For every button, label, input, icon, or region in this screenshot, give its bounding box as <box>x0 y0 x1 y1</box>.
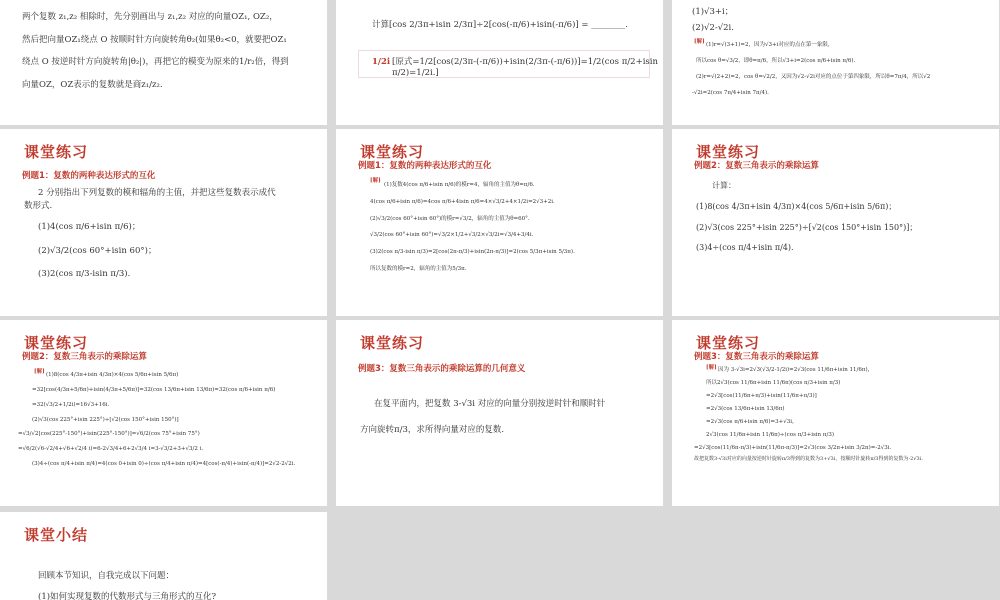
slide-7[interactable] <box>0 320 327 506</box>
solution-line: -√2i=2(cos 7π/4+isin 7π/4). <box>692 89 769 96</box>
problem-list <box>692 4 734 36</box>
slide-text <box>360 392 606 443</box>
solution-line: =32[cos(4/3π+5/6π)+isin(4/3π+5/6π)]=32(cos 13/6π+isin 13/6π)=32(cos π/6+isin π/6) <box>32 386 276 393</box>
text-line: 然后把向量OZ₁绕点 O 按顺时针方向旋转角θ₂(如果θ₂<0，就要把OZ₁ <box>22 34 287 45</box>
text-line: 在复平面内，把复数 3-√3i 对应的向量分别按逆时针和顺时针 <box>374 399 606 409</box>
solution-text <box>694 364 923 466</box>
slide-subtitle: 例题3：复数三角表示的乘除运算 <box>694 352 819 362</box>
solution-line: =√6/2(√6-√2/4+√6+√2/4 i)=6-2√3/4+6+2√3/4 i=3-√3/2+3+√3/2 i. <box>18 446 204 453</box>
solution-line: 所以复数的模r=2，辐角的主值为5/3π. <box>370 265 467 272</box>
solution-line: (1)r=√(3+1)=2，因为√3+i对应的点在第一象限， <box>706 42 834 48</box>
solution-text <box>18 368 296 472</box>
solution-label: [解] <box>694 39 705 45</box>
slide-10[interactable] <box>0 512 327 600</box>
slide-text <box>24 187 276 281</box>
text-line: 向量OZ，OZ表示的复数就是商z₁/z₂. <box>22 79 163 90</box>
slide-3[interactable] <box>672 0 999 125</box>
solution-line: =2√3(cos 13/6π+isin 13/6π) <box>706 405 785 412</box>
solution-line: (2)√3/2(cos 60°+isin 60°)的模r=√3/2，辐角的主值为θ=60°. <box>370 215 530 222</box>
solution-line: √3/2(cos 60°+isin 60°)=√3/2×1/2+√3/2×√3/2i=√3/4+3/4i. <box>370 232 534 239</box>
solution-line: =32(√3/2+1/2i)=16√3+16i. <box>32 401 110 408</box>
slide-title: 课堂练习 <box>24 334 89 352</box>
text-line: (1)4(cos π/6+isin π/6)； <box>38 222 141 233</box>
solution-line: =√3/√2[cos(225°-150°)+isin(225°-150°)]=√6/2(cos 75°+isin 75°) <box>18 431 200 438</box>
slide-title: 课堂练习 <box>696 334 761 352</box>
slide-5[interactable] <box>336 129 663 316</box>
solution-line: (1)8(cos 4/3π+isin 4/3π)×4(cos 5/6π+isin 5/6π) <box>46 372 179 378</box>
solution-line: 4(cos π/6+isin π/6)=4cos π/6+4isin π/6=4×√3/2+4×1/2i=2√3+2i. <box>370 198 555 205</box>
slide-subtitle: 例题2：复数三角表示的乘除运算 <box>22 352 147 362</box>
problem-list <box>696 176 918 259</box>
slide-title: 课堂小结 <box>24 526 89 544</box>
text-line: (3)2(cos π/3-isin π/3). <box>38 268 131 279</box>
solution-line: 故把复数3-√3i对应的向量按逆时针旋转π/3得到的复数为3+√3i，按顺时针旋转π/3得到的复数为-2√3i. <box>694 456 923 463</box>
slide-title: 课堂练习 <box>360 143 425 161</box>
solution-line: (3)2(cos π/3-isin π/3)=2[cos(2π-π/3)+isin(2π-π/3)]=2(cos 5/3π+isin 5/3π). <box>370 249 575 256</box>
slide-8[interactable] <box>336 320 663 506</box>
solution-line: (2)r=√(2+2)=2，cos θ=√2/2，又因为√2-√2i对应的点位于第四象限，所以θ=7π/4，所以√2 <box>696 73 931 80</box>
slide-subtitle: 例题1：复数的两种表达形式的互化 <box>358 161 492 171</box>
problem-item: 计算： <box>712 181 736 190</box>
solution-line: =2√3(cos π/6+isin π/6)=3+√3i， <box>706 418 798 425</box>
text-line: 绕点 O 按逆时针方向旋转角|θ₂|)，再把它的模变为原来的1/r₂倍，得到 <box>22 57 289 68</box>
text-line: (1)如何实现复数的代数形式与三角形式的互化? <box>38 591 217 600</box>
solution-line: 所以cos θ=√3/2，即θ=π/6，所以√3+i=2(cos π/6+isin π/6). <box>696 57 856 64</box>
slide-6[interactable] <box>672 129 999 316</box>
solution-line: =2√3[cos(11/6π-π/3)+isin(11/6π-π/3)]=2√3(cos 3/2π+isin 3/2π)=-2√3i. <box>694 444 892 451</box>
answer-label: 1/2i <box>372 57 391 67</box>
problem-item: (1)√3+i； <box>692 7 734 17</box>
slide-4[interactable] <box>0 129 327 316</box>
text-line: 方向旋转π/3，求所得向量对应的复数. <box>360 424 505 435</box>
text-line: (2)√3/2(cos 60°+isin 60°)； <box>38 245 157 256</box>
solution-label: [解] <box>34 369 45 375</box>
slide-9[interactable] <box>672 320 999 506</box>
solution-line: 因为 3-√3i=2√3(√3/2-1/2i)=2√3(cos 11/6π+isin 11/6π)， <box>718 367 874 373</box>
slide-text <box>38 566 216 600</box>
solution-label: [解] <box>370 178 381 184</box>
solution-line: (2)√3(cos 225°+isin 225°)÷[√2(cos 150°+isin 150°)] <box>32 416 179 423</box>
problem-item: (2)√3(cos 225°+isin 225°)÷[√2(cos 150°+isin 150°)]； <box>696 222 918 232</box>
problem-item: (2)√2-√2i. <box>692 23 734 34</box>
solution-line: 2√3(cos 11/6π+isin 11/6π)÷(cos π/3+isin π/3) <box>706 431 834 438</box>
slide-1[interactable] <box>0 0 327 125</box>
solution-line: =2√3[cos(11/6π+π/3)+isin(11/6π+π/3)] <box>706 392 817 399</box>
slide-title: 课堂练习 <box>696 143 761 161</box>
slide-text <box>22 6 289 96</box>
solution-text <box>692 38 930 102</box>
problem-item: (1)8(cos 4/3π+isin 4/3π)×4(cos 5/6π+isin 5/6π)； <box>696 201 897 211</box>
slide-title: 课堂练习 <box>360 334 425 352</box>
solution-line: (3)4÷(cos π/4+isin π/4)=4(cos 0+isin 0)÷(cos π/4+isin π/4)=4[cos(-π/4)+isin(-π/4)]=2√2-2√2i. <box>32 461 296 468</box>
slide-subtitle: 例题2：复数三角表示的乘除运算 <box>694 161 819 171</box>
solution-label: [解] <box>706 365 717 371</box>
slide-title: 课堂练习 <box>24 143 89 161</box>
slide-subtitle: 例题3：复数三角表示的乘除运算的几何意义 <box>358 364 526 374</box>
text-line: 2 分别指出下列复数的模和辐角的主值，并把这些复数表示成代 <box>38 188 276 198</box>
slide-subtitle: 例题1：复数的两种表达形式的互化 <box>22 171 156 181</box>
compute-line: 计算[cos 2/3π+isin 2/3π]÷2[cos(-π/6)+isin(-π/6)] = ________. <box>372 20 628 30</box>
solution-line: (1)复数4(cos π/6+isin π/6)的模r=4，辐角的主值为θ=π/6. <box>384 182 535 188</box>
solution-line: [原式=1/2[cos(2/3π-(-π/6))+isin(2/3π-(-π/6))]=1/2(cos π/2+isin π/2)=1/2i.] <box>392 57 658 79</box>
text-line: 两个复数 z₁,z₂ 相除时，先分别画出与 z₁,z₂ 对应的向量OZ₁, OZ₂， <box>22 12 278 22</box>
text-line: 数形式. <box>24 201 53 212</box>
text-line: 回顾本节知识，自我完成以下问题： <box>38 571 175 581</box>
problem-item: (3)4÷(cos π/4+isin π/4). <box>696 243 794 253</box>
solution-line: 所以2√3(cos 11/6π+isin 11/6π)(cos π/3+isin π/3) <box>706 379 841 386</box>
solution-text <box>370 177 575 278</box>
slide-2[interactable] <box>336 0 663 125</box>
